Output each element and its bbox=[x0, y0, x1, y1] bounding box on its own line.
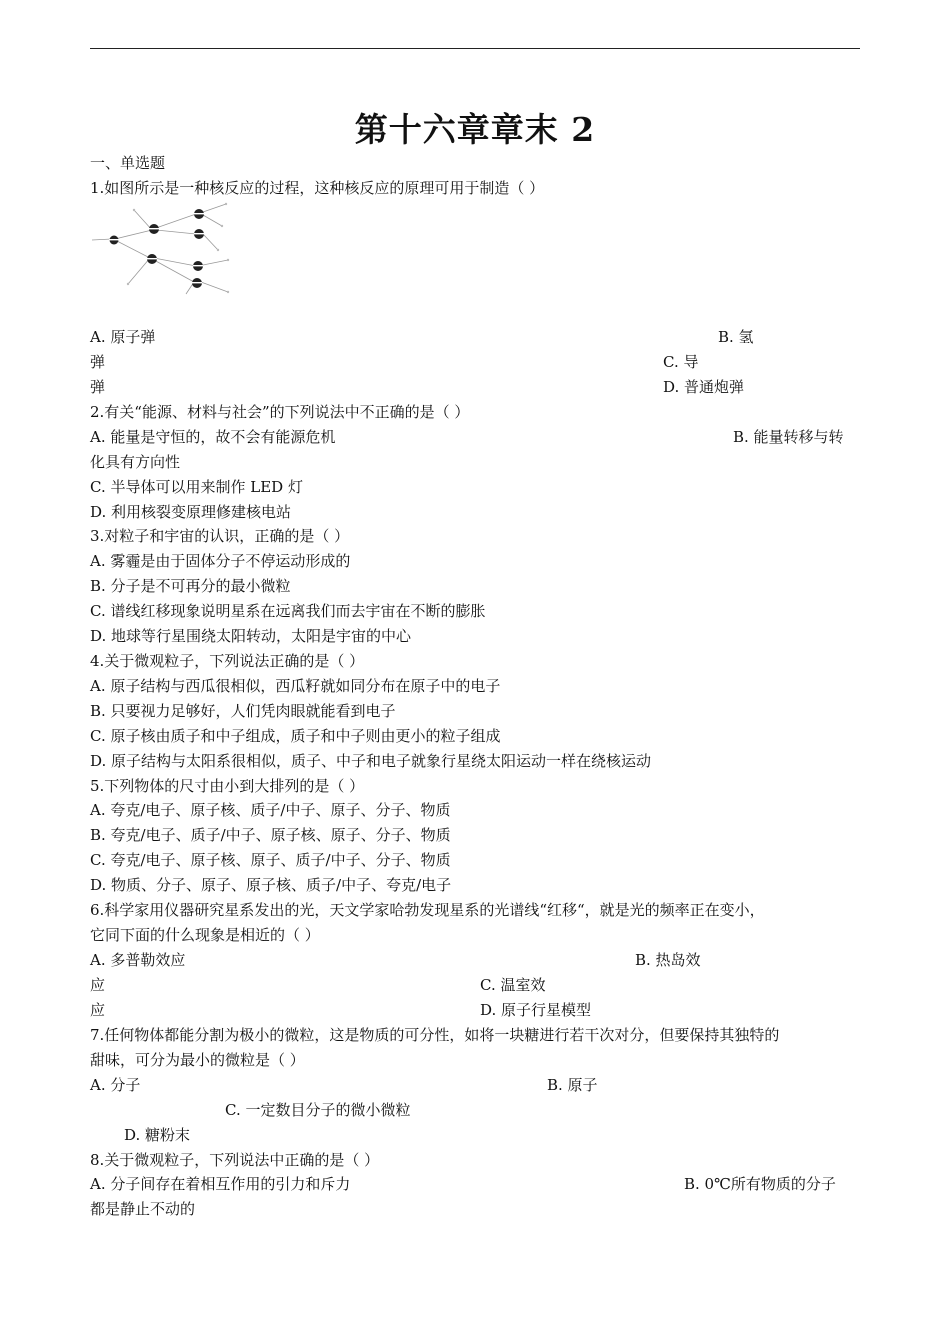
q4-option-b: B. 只要视力足够好，人们凭肉眼就能看到电子 bbox=[90, 702, 396, 720]
q7-option-a: A. 分子 bbox=[90, 1076, 141, 1094]
q6-option-c-wrap: 应 bbox=[90, 1001, 106, 1019]
q1-option-a: A. 原子弹 bbox=[90, 328, 156, 346]
q6-option-d: D. 原子行星模型 bbox=[480, 1001, 592, 1019]
q2-option-c: C. 半导体可以用来制作 LED 灯 bbox=[90, 478, 303, 496]
q1-stem: 1.如图所示是一种核反应的过程，这种核反应的原理可用于制造（ ） bbox=[90, 179, 545, 197]
q4-stem: 4.关于微观粒子，下列说法正确的是（ ） bbox=[90, 652, 365, 670]
q1-option-b: B. 氢 bbox=[718, 328, 754, 346]
q5-option-c: C. 夸克/电子、原子核、原子、质子/中子、分子、物质 bbox=[90, 851, 451, 869]
q2-option-d: D. 利用核裂变原理修建核电站 bbox=[90, 503, 292, 521]
q4-option-c: C. 原子核由质子和中子组成，质子和中子则由更小的粒子组成 bbox=[90, 727, 501, 745]
q2-option-a: A. 能量是守恒的，故不会有能源危机 bbox=[90, 428, 336, 446]
q4-option-d: D. 原子结构与太阳系很相似，质子、中子和电子就象行星绕太阳运动一样在绕核运动 bbox=[90, 752, 652, 770]
q7-option-c: C. 一定数目分子的微小微粒 bbox=[225, 1101, 411, 1119]
q6-stem-line-1: 6.科学家用仪器研究星系发出的光，天文学家哈勃发现星系的光谱线“红移“，就是光的频率正在变小， bbox=[90, 901, 765, 919]
q4-option-a: A. 原子结构与西瓜很相似，西瓜籽就如同分布在原子中的电子 bbox=[90, 677, 501, 695]
q3-option-c: C. 谱线红移现象说明星系在远离我们而去宇宙在不断的膨胀 bbox=[90, 602, 486, 620]
q7-option-d: D. 糖粉末 bbox=[124, 1126, 191, 1144]
q1-option-b-wrap: 弹 bbox=[90, 353, 106, 371]
q7-option-b: B. 原子 bbox=[547, 1076, 598, 1094]
header-rule bbox=[90, 48, 860, 49]
q5-stem: 5.下列物体的尺寸由小到大排列的是（ ） bbox=[90, 777, 365, 795]
q6-stem-line-2: 它同下面的什么现象是相近的（ ） bbox=[90, 926, 320, 944]
q7-stem-line-2: 甜味，可分为最小的微粒是（ ） bbox=[90, 1051, 305, 1069]
q8-option-a: A. 分子间存在着相互作用的引力和斥力 bbox=[90, 1175, 351, 1193]
q3-option-d: D. 地球等行星围绕太阳转动，太阳是宇宙的中心 bbox=[90, 627, 412, 645]
section-heading: 一、单选题 bbox=[90, 154, 166, 172]
q1-option-c-wrap: 弹 bbox=[90, 378, 106, 396]
q2-stem: 2.有关“能源、材料与社会”的下列说法中不正确的是（ ） bbox=[90, 403, 470, 421]
q2-option-b-wrap: 化具有方向性 bbox=[90, 453, 181, 471]
q8-option-b: B. 0℃所有物质的分子 bbox=[684, 1175, 836, 1193]
q6-option-b-wrap: 应 bbox=[90, 976, 106, 994]
q5-option-d: D. 物质、分子、原子、原子核、质子/中子、夸克/电子 bbox=[90, 876, 452, 894]
q5-option-a: A. 夸克/电子、原子核、质子/中子、原子、分子、物质 bbox=[90, 801, 451, 819]
q3-option-b: B. 分子是不可再分的最小微粒 bbox=[90, 577, 291, 595]
q6-option-c: C. 温室效 bbox=[480, 976, 546, 994]
q8-option-b-wrap: 都是静止不动的 bbox=[90, 1200, 196, 1218]
q3-option-a: A. 雾霾是由于固体分子不停运动形成的 bbox=[90, 552, 351, 570]
q3-stem: 3.对粒子和宇宙的认识，正确的是（ ） bbox=[90, 527, 350, 545]
q2-option-b: B. 能量转移与转 bbox=[733, 428, 844, 446]
page-title: 第十六章章末 2 bbox=[354, 110, 596, 149]
q7-stem-line-1: 7.任何物体都能分割为极小的微粒，这是物质的可分性，如将一块糖进行若干次对分，但要保持其独特的 bbox=[90, 1026, 780, 1044]
q6-option-b: B. 热岛效 bbox=[635, 951, 701, 969]
nuclear-chain-reaction-diagram-icon bbox=[90, 200, 235, 295]
q1-option-d: D. 普通炮弹 bbox=[663, 378, 745, 396]
q5-option-b: B. 夸克/电子、质子/中子、原子核、原子、分子、物质 bbox=[90, 826, 451, 844]
q6-option-a: A. 多普勒效应 bbox=[90, 951, 186, 969]
q8-stem: 8.关于微观粒子，下列说法中正确的是（ ） bbox=[90, 1151, 380, 1169]
q1-option-c: C. 导 bbox=[663, 353, 699, 371]
